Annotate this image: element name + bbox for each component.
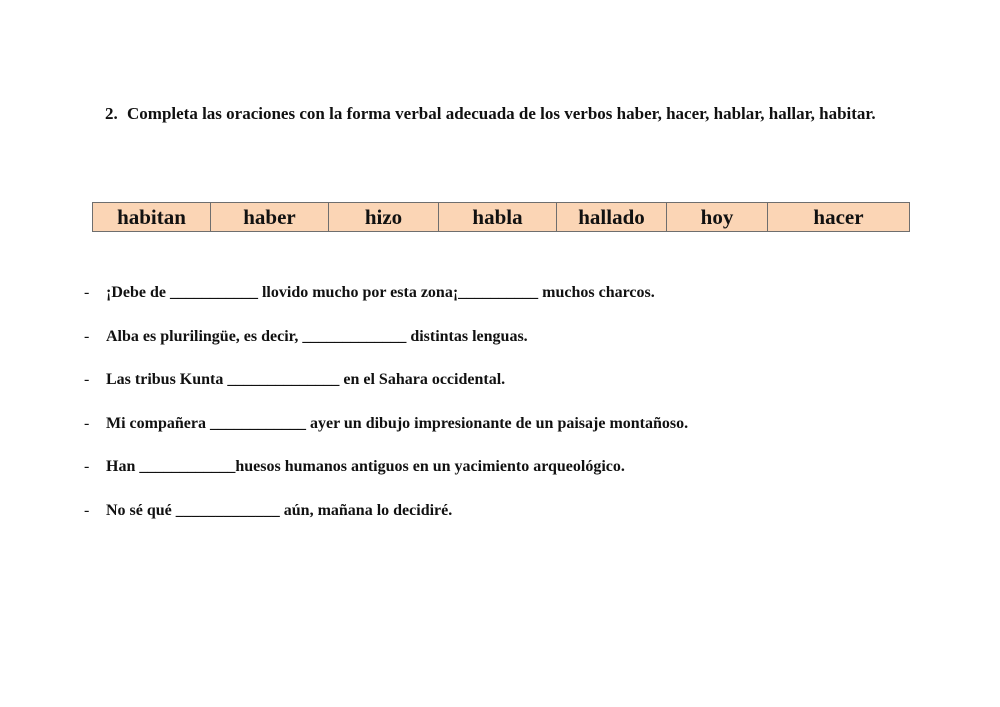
sentence-text: No sé qué _____________ aún, mañana lo decidiré. [106,501,453,519]
word-bank-cell: hallado [557,203,667,231]
word-bank-cell: hizo [329,203,439,231]
word-bank-cell: habitan [93,203,211,231]
sentence-item [84,282,944,304]
word-bank-cell: haber [211,203,329,231]
sentence-list [84,282,944,544]
word-bank-cell: hacer [813,204,864,229]
word-bank-cell: hoy [667,203,768,231]
sentence-item [84,500,944,522]
instruction-text: Completa las oraciones con la forma verbal adecuada de los verbos haber, hacer, hablar, hallar, habitar. [127,104,876,123]
sentence-text: ¡Debe de ___________ llovido mucho por esta zona¡__________ muchos charcos. [106,284,655,301]
list-bullet: - [84,414,90,432]
list-bullet: - [84,458,90,476]
sentence-text: Mi compañera ____________ ayer un dibujo impresionante de un paisaje montañoso. [106,414,689,432]
list-bullet: - [84,327,90,345]
sentence-text: Las tribus Kunta ______________ en el Sahara occidental. [106,371,506,389]
list-bullet: - [84,371,90,389]
sentence-item [84,369,944,391]
list-bullet: - [84,284,90,301]
word-bank [92,202,910,232]
list-bullet: - [84,501,90,519]
sentence-item [84,456,944,478]
sentence-item [84,413,944,435]
exercise-instruction [105,101,920,126]
word-bank-cell: habla [439,203,557,231]
sentence-text: Han ____________huesos humanos antiguos en un yacimiento arqueológico. [106,458,625,476]
sentence-text: Alba es plurilingüe, es decir, _____________ distintas lenguas. [106,327,528,345]
sentence-item [84,326,944,348]
exercise-number: 2. [105,104,118,123]
